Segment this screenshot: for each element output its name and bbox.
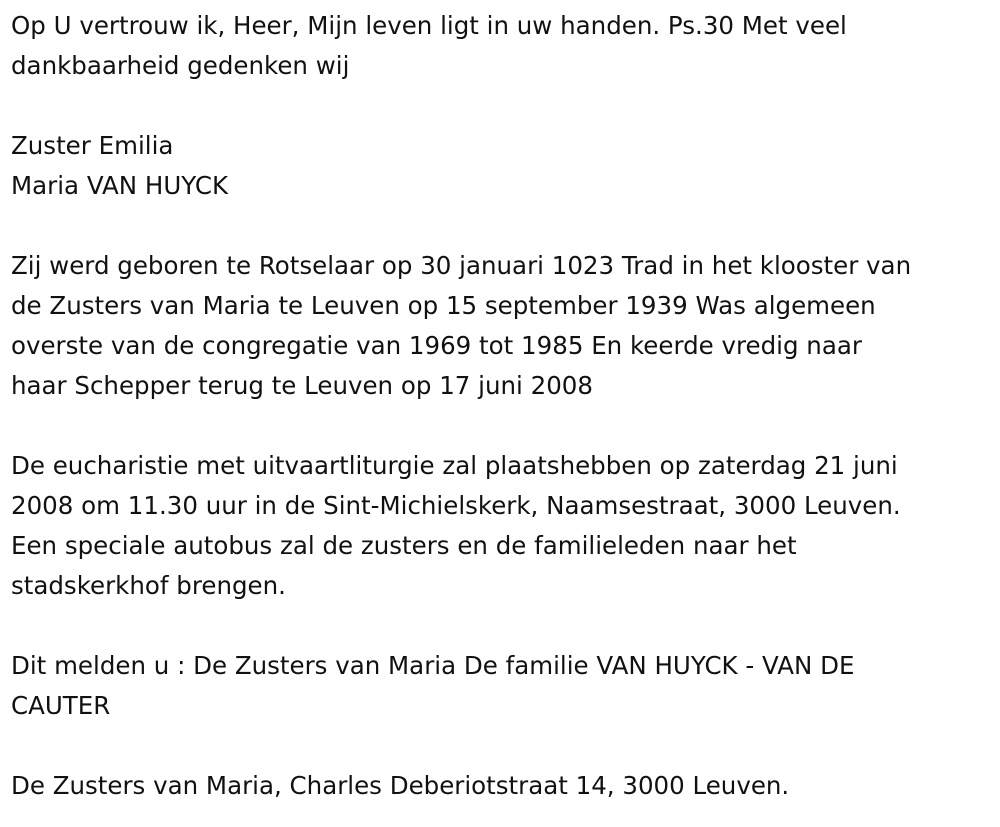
- paragraph-gap: [11, 406, 996, 446]
- bio-line: Zij werd geboren te Rotselaar op 30 januari 1023 Trad in het klooster van: [11, 251, 912, 280]
- paragraph-gap: [11, 86, 996, 126]
- funeral-line: Een speciale autobus zal de zusters en de familieleden naar het: [11, 531, 797, 560]
- funeral-line: De eucharistie met uitvaartliturgie zal plaatshebben op zaterdag 21 juni: [11, 451, 898, 480]
- intro-line: Op U vertrouw ik, Heer, Mijn leven ligt in uw handen. Ps.30 Met veel: [11, 11, 847, 40]
- intro-line: dankbaarheid gedenken wij: [11, 51, 350, 80]
- obituary-document: [11, 6, 996, 806]
- funeral-line: stadskerkhof brengen.: [11, 571, 286, 600]
- funeral-line: 2008 om 11.30 uur in de Sint-Michielskerk, Naamsestraat, 3000 Leuven.: [11, 491, 901, 520]
- intro-paragraph: [11, 6, 996, 86]
- announcement-paragraph: [11, 646, 996, 726]
- funeral-paragraph: [11, 446, 996, 606]
- biography-paragraph: [11, 246, 996, 406]
- paragraph-gap: [11, 206, 996, 246]
- paragraph-gap: [11, 606, 996, 646]
- civil-name: Maria VAN HUYCK: [11, 171, 229, 200]
- paragraph-gap: [11, 726, 996, 766]
- bio-line: overste van de congregatie van 1969 tot 1985 En keerde vredig naar: [11, 331, 862, 360]
- bio-line: de Zusters van Maria te Leuven op 15 september 1939 Was algemeen: [11, 291, 876, 320]
- bio-line: haar Schepper terug te Leuven op 17 juni 2008: [11, 371, 593, 400]
- announcement-line: CAUTER: [11, 691, 111, 720]
- religious-name: Zuster Emilia: [11, 131, 174, 160]
- address-line: De Zusters van Maria, Charles Deberiotstraat 14, 3000 Leuven.: [11, 771, 790, 800]
- announcement-line: Dit melden u : De Zusters van Maria De familie VAN HUYCK - VAN DE: [11, 651, 855, 680]
